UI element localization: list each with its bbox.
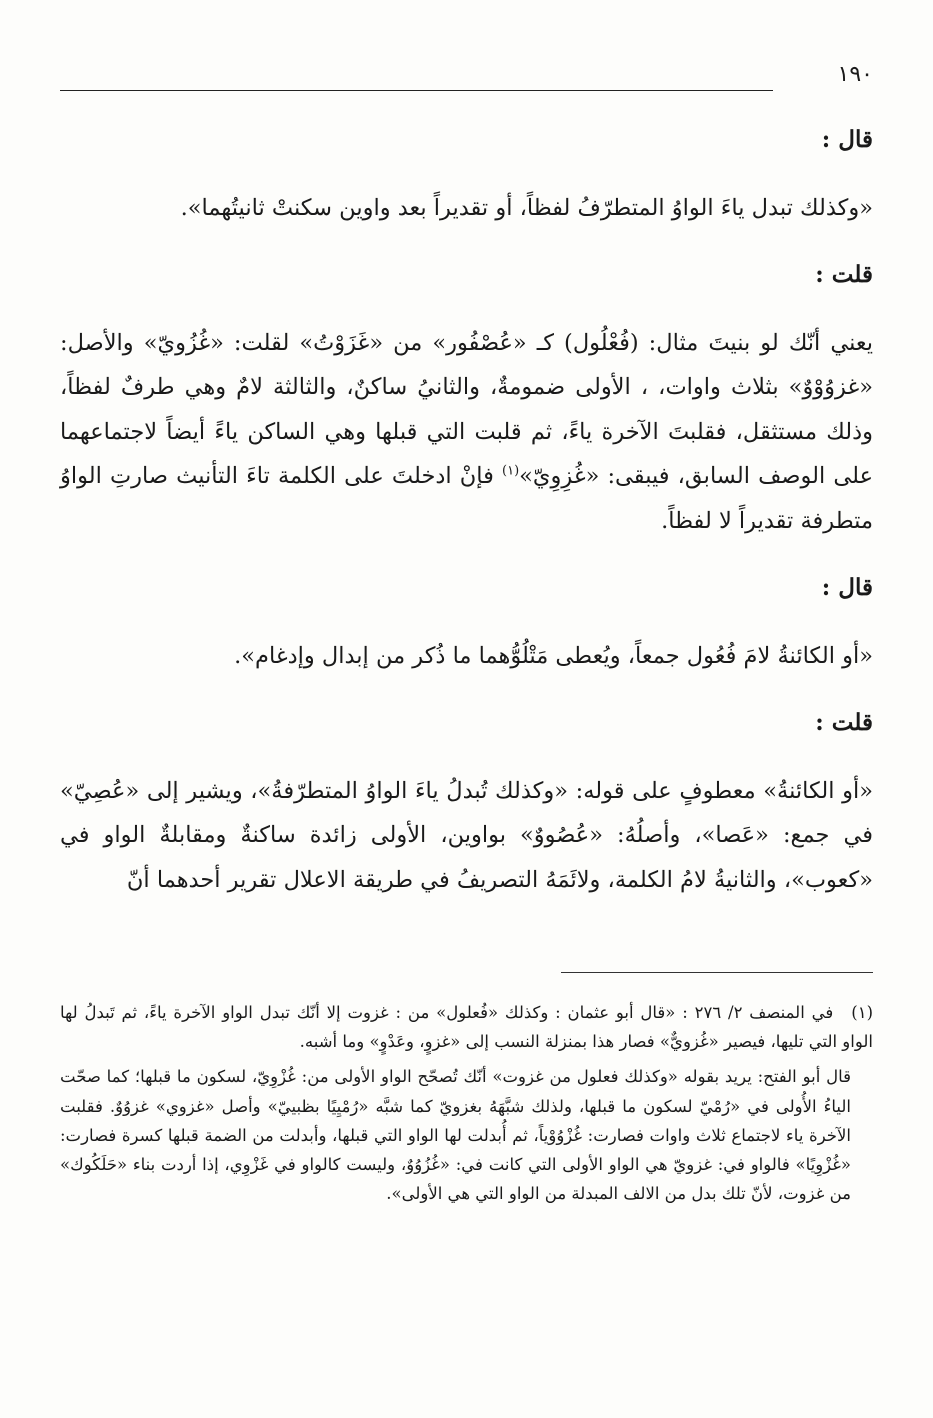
- page-number: ١٩٠: [837, 62, 873, 87]
- explanation-1b: فإنْ ادخلتَ على الكلمة تاءَ التأنيث صارتِ الواوُ متطرفة تقديراً لا لفظاً.: [60, 463, 873, 534]
- main-text: [60, 118, 873, 902]
- header-rule: [60, 90, 773, 91]
- footnote-1-para-1: [60, 998, 873, 1056]
- quote-2: «أو الكائنةُ لامَ فُعُول جمعاً، ويُعطى مَتْلُوُّهما ما ذُكر من إبدال وإدغام».: [234, 642, 873, 669]
- quote-1: «وكذلك تبدل ياءَ الواوُ المتطرّفُ لفظاً، أو تقديراً بعد واوين سكنتْ ثانيتُهما».: [180, 194, 873, 221]
- footnote-1-para-2: قال أبو الفتح: يريد بقوله «وكذلك فعلول من غزوت» أنّك تُصحّح الواو الأولى من: غُزْوِيّ، لسكون ما قبلها؛ كما صحّت الياءُ الأُولى في «رُمْيّ لسكون ما قبلها، ولذلك شبَّهَهُ بغزويّ كما شبَّه «رُمْيِيًا بظبييّ» وأصل «غزوي» غزوُوٌ. فقلبت الآخرة ياء لاجتماع ثلاث واوات فصارت: غُزْوُوْياً، ثم أُبدلت لها الواو التي قبلها، وأبدلت من الضمة قبلها كسرة فصارت: «غُزْوِيًا» فالواو في: غزويّ هي الواو الأولى التي كانت في: «غُزُوُوٌ، وليست كالواو في غَزْوِي، إذا أردت بناء «حَلَكُوك» من غزوت، لأنّ تلك بدل من الالف المبدلة من الواو التي هي الأولى».: [60, 1067, 851, 1204]
- qultu-label-1: قلت :: [815, 261, 873, 288]
- footnote-number: (١): [851, 1003, 873, 1022]
- footnotes: [60, 998, 873, 1208]
- page-header: [60, 62, 873, 96]
- explanation-1: [60, 321, 873, 544]
- explanation-1a: يعني أنّك لو بنيتَ مثال: (فُعْلُول) كـ «عُصْفُور» من «غَزَوْتُ» لقلت: «غُزُويّ» والأصل: «غزوُوْوٌ» بثلاث واوات، ، الأولى ضمومةٌ، والثانيُ ساكنٌ، والثالثة لامٌ وهي طرفٌ لفظاً، وذلك مستثقل، فقلبتَ الآخرة ياءً، ثم قلبت التي قبلها وهي الساكن ياءً أيضاً لاجتماعهما على الوصف السابق، فيبقى: «غُزِوِيّ»: [60, 329, 873, 489]
- qultu-label-2: قلت :: [815, 709, 873, 736]
- footnote-ref: (١): [502, 463, 520, 479]
- qala-label-1: قال :: [821, 126, 873, 153]
- footnote-rule: [561, 972, 873, 973]
- explanation-2: «أو الكائنةُ» معطوفٍ على قوله: «وكذلك تُبدلُ ياءَ الواوُ المتطرّفةُ»، ويشير إلى «عُصِيّ» في جمع: «عَصا»، وأصلُهُ: «عُصُووٌ» بواوين، الأولى زائدة ساكنةٌ ومقابلةٌ الواو في «كعوب»، والثانيةُ لامُ الكلمة، ولائَمَهُ التصريفُ في طريقة الاعلال تقرير أحدهما أنّ: [60, 777, 873, 893]
- footnote-1-text: في المنصف ٢/ ٢٧٦ : «قال أبو عثمان : وكذلك «فُعلول» من : غزوت إلا أنّك تبدل الواو الآخرة ياءً، ثم تَبدلُ لها الواو التي تليها، فيصير «غُزويٌّ» فصار هذا بمنزلة النسب إلى «غزوٍ، وعَدْوٍ» وما أشبه.: [60, 1003, 873, 1052]
- qala-label-2: قال :: [821, 574, 873, 601]
